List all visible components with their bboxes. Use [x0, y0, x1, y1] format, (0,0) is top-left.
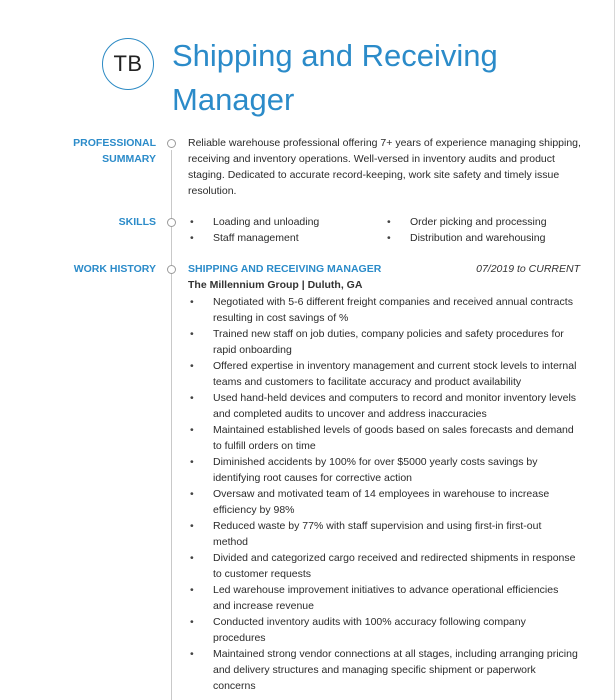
- timeline-line: [171, 150, 172, 700]
- job-title: SHIPPING AND RECEIVING MANAGER: [188, 263, 382, 275]
- section-title-skills: SKILLS: [118, 216, 156, 228]
- skill-item: • Distribution and warehousing: [385, 230, 585, 246]
- job-bullet: • Led warehouse improvement initiatives to advance operational efficiencies and increase revenue: [188, 582, 578, 614]
- timeline-dot-skills: [167, 218, 176, 227]
- skill-item: • Loading and unloading: [188, 214, 388, 230]
- timeline-dot-summary: [167, 139, 176, 148]
- section-title-summary: PROFESSIONAL SUMMARY: [73, 137, 156, 165]
- job-bullet: • Conducted inventory audits with 100% accuracy following company procedures: [188, 614, 578, 646]
- job-bullet: • Negotiated with 5-6 different freight companies and received annual contracts resulting in cost savings of %: [188, 294, 578, 326]
- resume-name-title: Shipping and Receiving Manager: [172, 38, 498, 117]
- section-title-work: WORK HISTORY: [73, 263, 156, 275]
- company-location: The Millennium Group | Duluth, GA: [188, 279, 363, 291]
- job-bullet: • Offered expertise in inventory management and current stock levels to internal teams and customers to facilitate accuracy and product availability: [188, 358, 578, 390]
- job-bullet: • Divided and categorized cargo received and redirected shipments in response to customer requests: [188, 550, 578, 582]
- job-bullet: • Reduced waste by 77% with staff supervision and using first-in first-out method: [188, 518, 578, 550]
- job-bullet: • Trained new staff on job duties, company policies and safety procedures for rapid onboarding: [188, 326, 578, 358]
- skills-column-left: [188, 214, 388, 246]
- skill-item: • Staff management: [188, 230, 388, 246]
- job-dates: 07/2019 to CURRENT: [476, 263, 580, 275]
- skill-item: • Order picking and processing: [385, 214, 585, 230]
- skills-column-right: [385, 214, 585, 246]
- summary-text: Reliable warehouse professional offering 7+ years of experience managing shipping, receiving and inventory operations. Well-versed in inventory audits and product staging. Dedicated to accurate record-keeping, work site safety and timely issue resolution.: [188, 137, 581, 197]
- job-bullet: • Diminished accidents by 100% for over $5000 yearly costs savings by identifying root causes for corrective action: [188, 454, 578, 486]
- job-bullet: • Used hand-held devices and computers to record and monitor inventory levels and completed audits to uncover and address inaccuracies: [188, 390, 578, 422]
- job-bullet: • Maintained established levels of goods based on sales forecasts and demand to fulfill orders on time: [188, 422, 578, 454]
- initials-monogram: [102, 38, 154, 90]
- job-bullet: • Maintained strong vendor connections at all stages, including arranging pricing and delivery structures and managing specific shipment or paperwork concerns: [188, 646, 578, 694]
- timeline-dot-work: [167, 265, 176, 274]
- initials-text: TB: [113, 51, 143, 76]
- job-bullet: • Oversaw and motivated team of 14 employees in warehouse to increase efficiency by 98%: [188, 486, 578, 518]
- job-bullets: [188, 294, 578, 694]
